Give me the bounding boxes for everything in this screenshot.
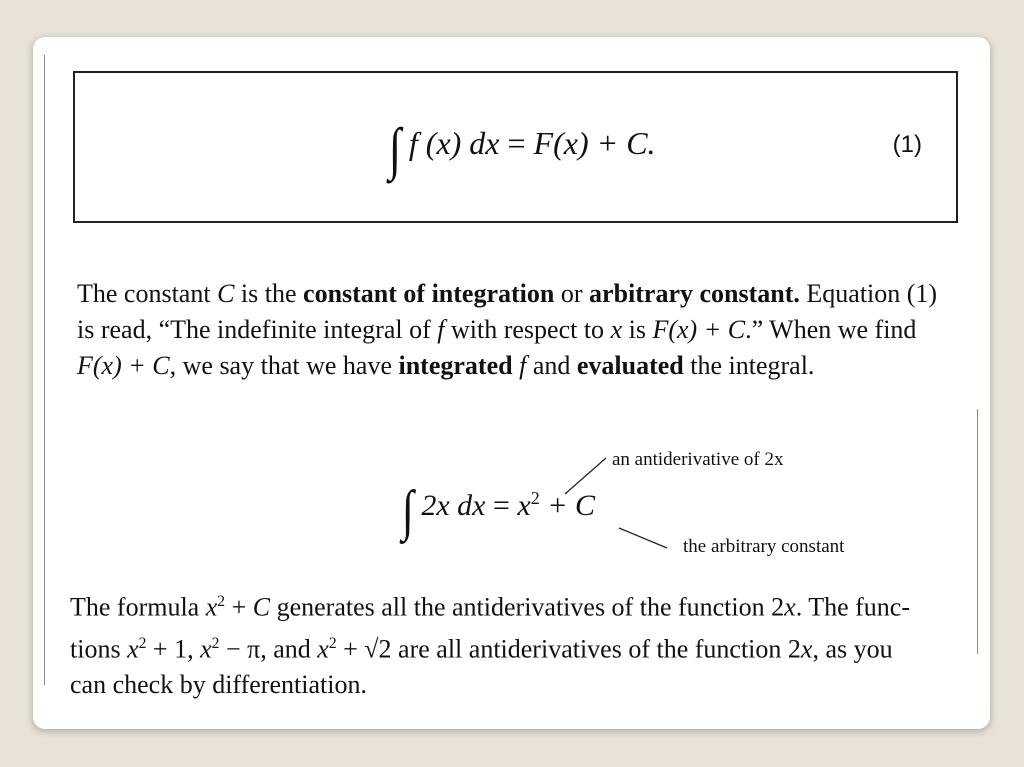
integral-sign: ∫ [388,116,402,181]
eq1-result: F(x) + C. [533,125,656,161]
eq2-base: x [517,489,531,522]
equation-number: (1) [892,131,922,158]
integral-sign: ∫ [401,480,414,542]
para1-line1: The constant C is the constant of integration or arbitrary constant. Equation (1) [77,279,938,308]
para2-line3: can check by differentiation. [70,670,367,700]
eq1-integrand: f (x) dx [408,125,500,161]
para1-line2: is read, “The indefinite integral of f with respect to x is F(x) + C.” When we find [77,315,917,344]
para1-line3: F(x) + C, we say that we have integrated f and evaluated the integral. [77,351,815,380]
annotation-antiderivative: an antiderivative of 2x [612,449,784,470]
eq2-constant: + C [539,489,595,522]
eq1-equals: = [507,125,526,161]
para2-line2: tions $x^2 + 1$, $x^2 - \pi$, and $x^2 + √2$ are all antiderivatives of the function 2x, as you [70,634,893,664]
pointer-antiderivative [565,458,606,494]
paragraph-formula [70,584,910,703]
eq2-exponent: 2 [530,488,540,508]
annotation-arbitrary-constant: the arbitrary constant [683,536,845,557]
pointer-constant [619,528,667,548]
eq2-integrand: 2x dx [421,489,486,522]
eq2-equals: = [492,489,510,522]
para2-line1: The formula $x^2 + C$ generates all the antiderivatives of the function 2x. The func- [70,592,910,622]
